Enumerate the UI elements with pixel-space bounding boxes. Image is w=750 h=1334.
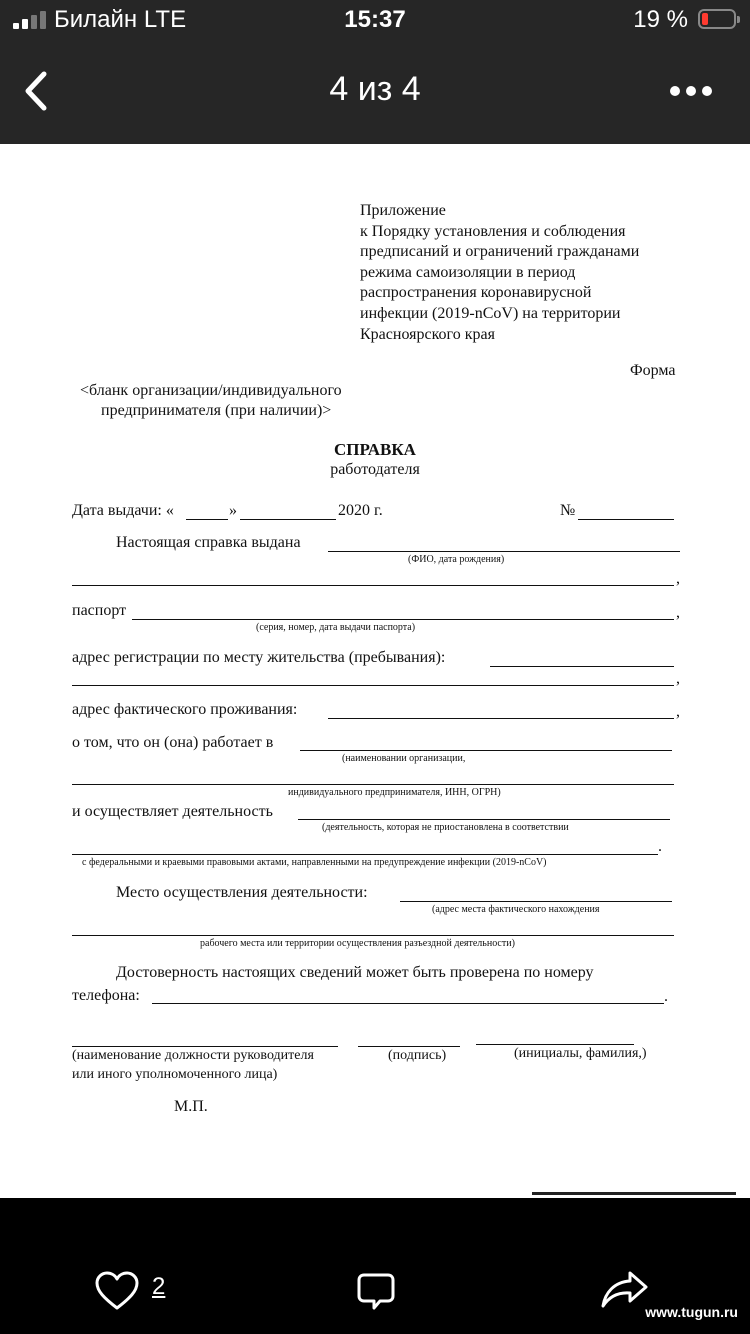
document-title: СПРАВКА xyxy=(334,440,416,459)
letterhead-placeholder: <бланк организации/индивидуального xyxy=(80,382,342,399)
passport-hint: (серия, номер, дата выдачи паспорта) xyxy=(256,622,416,633)
appendix-line: Красноярского края xyxy=(360,325,495,343)
comma: , xyxy=(676,604,680,621)
document-subtitle: работодателя xyxy=(330,461,420,478)
initials-caption: (инициалы, фамилия,) xyxy=(514,1046,647,1061)
activity-label: и осуществляет деятельность xyxy=(72,803,273,820)
initials-signature-line xyxy=(476,1044,634,1045)
appendix-block xyxy=(360,201,639,345)
stamp-place-label: М.П. xyxy=(174,1098,208,1115)
letterhead-placeholder: предпринимателя (при наличии)> xyxy=(101,402,332,419)
appendix-line: к Порядку установления и соблюдения xyxy=(360,222,626,240)
signature-caption: (подпись) xyxy=(388,1048,447,1063)
document-edge-line xyxy=(532,1192,736,1195)
position-caption: или иного уполномоченного лица) xyxy=(72,1067,278,1082)
appendix-line: Приложение xyxy=(360,202,446,219)
actual-address-field xyxy=(328,718,674,719)
share-button[interactable] xyxy=(600,1270,650,1310)
activity-field-continued xyxy=(72,854,658,855)
watermark: www.tugun.ru xyxy=(645,1304,738,1320)
employer-label: о том, что он (она) работает в xyxy=(72,734,274,751)
appendix-line: распространения коронавирусной xyxy=(360,284,592,302)
passport-label: паспорт xyxy=(72,602,127,619)
phone-field xyxy=(152,1003,664,1004)
period: . xyxy=(658,838,662,855)
share-icon xyxy=(600,1270,650,1310)
comment-icon xyxy=(356,1272,396,1312)
workplace-field-continued xyxy=(72,935,674,936)
status-bar xyxy=(0,0,750,40)
appendix-line: режима самоизоляции в период xyxy=(360,263,576,281)
activity-field xyxy=(298,819,670,820)
employer-field xyxy=(300,750,672,751)
fio-hint: (ФИО, дата рождения) xyxy=(408,554,505,565)
number-sign: № xyxy=(560,502,576,519)
battery-percent: 19 % xyxy=(633,6,688,33)
appendix-line: предписаний и ограничений гражданами xyxy=(360,243,640,261)
more-options-button[interactable] xyxy=(670,84,714,98)
employer-details-hint: индивидуального предпринимателя, ИНН, ОГРН) xyxy=(288,787,501,798)
number-field xyxy=(578,519,674,520)
likes-count[interactable]: 2 xyxy=(152,1273,166,1300)
employer-hint: (наименовании организации, xyxy=(342,753,466,764)
passport-field xyxy=(132,619,674,620)
comma: , xyxy=(676,570,680,587)
signature-line xyxy=(358,1046,460,1047)
bottom-action-bar xyxy=(0,1198,750,1334)
date-day-field xyxy=(186,519,228,520)
registration-address-label: адрес регистрации по месту жительства (пребывания): xyxy=(72,649,446,666)
position-signature-line xyxy=(72,1046,338,1047)
workplace-details-hint: рабочего места или территории осуществления разъездной деятельности) xyxy=(200,938,515,949)
page-counter-title: 4 из 4 xyxy=(329,70,421,108)
like-button[interactable] xyxy=(94,1270,140,1312)
verification-text: Достоверность настоящих сведений может быть проверена по номеру xyxy=(116,964,594,981)
period: . xyxy=(664,988,668,1005)
comma: , xyxy=(676,670,680,687)
employer-field-continued xyxy=(72,784,674,785)
date-month-field xyxy=(240,519,336,520)
fio-field-continued xyxy=(72,585,674,586)
workplace-label: Место осуществления деятельности: xyxy=(116,884,368,901)
activity-hint: (деятельность, которая не приостановлена в соответствии xyxy=(322,822,569,833)
registration-address-field-continued xyxy=(72,685,674,686)
position-caption: (наименование должности руководителя xyxy=(72,1048,314,1063)
workplace-field xyxy=(400,901,672,902)
heart-icon xyxy=(94,1270,140,1312)
comma: , xyxy=(676,703,680,720)
workplace-hint: (адрес места фактического нахождения xyxy=(432,904,600,915)
legal-acts-hint: с федеральными и краевыми правовыми актами, направленными на предупреждение инфекции (2019-nCoV) xyxy=(82,857,547,868)
registration-address-field xyxy=(490,666,674,667)
phone-label: телефона: xyxy=(72,987,140,1004)
date-year: 2020 г. xyxy=(338,502,383,519)
battery-icon xyxy=(698,9,736,29)
document-image xyxy=(0,144,750,1198)
actual-address-label: адрес фактического проживания: xyxy=(72,701,298,718)
date-quote: » xyxy=(229,502,237,519)
comment-button[interactable] xyxy=(356,1272,396,1312)
issue-date-label: Дата выдачи: « xyxy=(72,502,174,519)
carrier-label: Билайн LTE xyxy=(54,6,187,33)
form-label: Форма xyxy=(630,362,676,379)
appendix-line: инфекции (2019-nCoV) на территории xyxy=(360,304,621,322)
fio-field xyxy=(328,551,680,552)
clock: 15:37 xyxy=(344,6,406,33)
issued-to-label: Настоящая справка выдана xyxy=(116,534,301,551)
navigation-bar xyxy=(0,40,750,144)
